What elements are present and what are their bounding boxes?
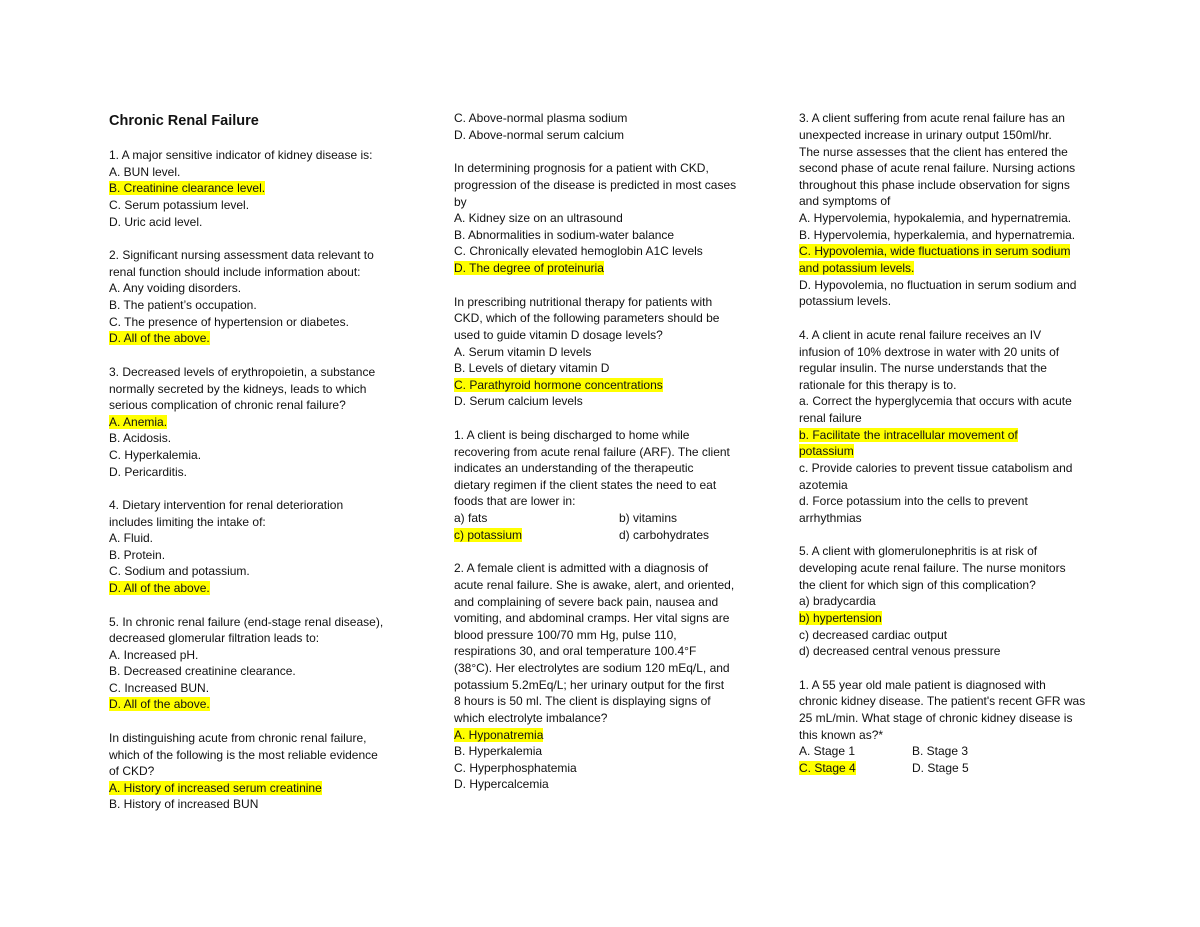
text-line [454, 776, 549, 792]
text-line [799, 427, 1018, 443]
line-text: 3. A client suffering from acute renal failure has an [799, 111, 1065, 125]
text-line [454, 327, 663, 343]
text-line [799, 610, 882, 626]
text-line [454, 110, 627, 126]
line-text: CKD, which of the following parameters should be [454, 311, 720, 325]
text-line [109, 147, 372, 163]
text-line [799, 243, 1070, 259]
text-line [799, 360, 1047, 376]
line-text: indicates an understanding of the therapeutic [454, 461, 694, 475]
text-line [454, 260, 604, 276]
line-text: D. Hypovolemia, no fluctuation in serum sodium and [799, 278, 1077, 292]
text-line [799, 493, 1028, 509]
highlighted-answer: and potassium levels. [799, 261, 915, 275]
line-text: A. Increased pH. [109, 648, 199, 662]
line-text: C. Sodium and potassium. [109, 564, 250, 578]
text-line [109, 580, 210, 596]
text-line [109, 330, 210, 346]
line-text: A. Hypervolemia, hypokalemia, and hypernatremia. [799, 211, 1072, 225]
highlighted-answer: C. Stage 4 [799, 761, 856, 775]
text-line [799, 477, 848, 493]
line-text: 2. Significant nursing assessment data relevant to [109, 248, 374, 262]
line-text: arrhythmias [799, 511, 862, 525]
line-text: B. The patient’s occupation. [109, 298, 257, 312]
text-line [799, 543, 1037, 559]
text-line [109, 614, 383, 630]
text-line [454, 527, 522, 543]
line-text: A. Fluid. [109, 531, 154, 545]
text-line [109, 264, 361, 280]
line-text: B. Hypervolemia, hyperkalemia, and hypernatremia. [799, 228, 1076, 242]
line-text: B. Decreased creatinine clearance. [109, 664, 296, 678]
text-line [454, 610, 729, 626]
line-text: B. Protein. [109, 548, 166, 562]
line-text: regular insulin. The nurse understands that the [799, 361, 1047, 375]
text-line [799, 293, 891, 309]
text-line [109, 247, 374, 263]
line-text: C. Serum potassium level. [109, 198, 250, 212]
line-text: A. Serum vitamin D levels [454, 345, 592, 359]
line-text: d) decreased central venous pressure [799, 644, 1001, 658]
text-line [109, 780, 322, 796]
text-line [799, 693, 1085, 709]
text-line [109, 430, 171, 446]
highlighted-answer: C. Parathyroid hormone concentrations [454, 378, 663, 392]
text-line [454, 344, 591, 360]
text-line [799, 577, 1036, 593]
text-line [109, 381, 366, 397]
text-line [109, 164, 180, 180]
highlighted-answer: D. All of the above. [109, 331, 210, 345]
line-text: dietary regimen if the client states the need to eat [454, 478, 717, 492]
line-text: b) vitamins [619, 511, 678, 525]
line-text: D. Pericarditis. [109, 465, 188, 479]
line-text: and complaining of severe back pain, nausea and [454, 595, 719, 609]
text-line [454, 727, 543, 743]
text-line [109, 747, 378, 763]
text-line [454, 460, 694, 476]
text-line [799, 710, 1072, 726]
line-text: a) bradycardia [799, 594, 876, 608]
line-text: a. Correct the hyperglycemia that occurs with acute [799, 394, 1072, 408]
line-text: which of the following is the most reliable evidence [109, 748, 378, 762]
text-line [799, 443, 854, 459]
text-line [799, 627, 947, 643]
text-line [799, 127, 1052, 143]
line-text: renal function should include information about: [109, 265, 361, 279]
line-text: developing acute renal failure. The nurse monitors [799, 561, 1066, 575]
line-text: B. Stage 3 [912, 744, 969, 758]
line-text: 8 hours is 50 ml. The client is displaying signs of [454, 694, 711, 708]
line-text: infusion of 10% dextrose in water with 20 units of [799, 345, 1060, 359]
text-line [799, 277, 1076, 293]
line-text: B. Acidosis. [109, 431, 172, 445]
text-line [912, 760, 969, 776]
line-text: normally secreted by the kidneys, leads to which [109, 382, 367, 396]
text-line [454, 660, 730, 676]
text-line [799, 410, 862, 426]
highlighted-answer: b. Facilitate the intracellular movement of [799, 428, 1018, 442]
text-line [454, 577, 734, 593]
line-text: acute renal failure. She is awake, alert, and oriented, [454, 578, 735, 592]
text-line [799, 160, 1075, 176]
text-line [109, 364, 375, 380]
line-text: serious complication of chronic renal failure? [109, 398, 346, 412]
text-line [799, 743, 855, 759]
line-text: 4. A client in acute renal failure receives an IV [799, 328, 1042, 342]
line-text: D. Serum calcium levels [454, 394, 583, 408]
line-text: 1. A client is being discharged to home while [454, 428, 690, 442]
text-line [454, 393, 583, 409]
text-line [109, 630, 319, 646]
text-line [799, 144, 1068, 160]
line-text: respirations 30, and oral temperature 100.4°F [454, 644, 697, 658]
line-text: decreased glomerular filtration leads to: [109, 631, 320, 645]
line-text: The nurse assesses that the client has entered the [799, 145, 1068, 159]
line-text: recovering from acute renal failure (ARF). The client [454, 445, 730, 459]
text-line [454, 243, 703, 259]
text-line [799, 510, 862, 526]
text-line [799, 227, 1075, 243]
highlighted-answer: potassium [799, 444, 854, 458]
line-text: 5. In chronic renal failure (end-stage renal disease), [109, 615, 384, 629]
text-line [109, 680, 209, 696]
line-text: the client for which sign of this complication? [799, 578, 1036, 592]
highlighted-answer: C. Hypovolemia, wide fluctuations in serum sodium [799, 244, 1071, 258]
line-text: foods that are lower in: [454, 494, 576, 508]
text-line [454, 160, 709, 176]
line-text: (38°C). Her electrolytes are sodium 120 mEq/L, and [454, 661, 730, 675]
text-line [799, 727, 883, 743]
highlighted-answer: A. Hyponatremia [454, 728, 544, 742]
text-line [109, 796, 258, 812]
text-line [109, 280, 241, 296]
text-line [619, 510, 677, 526]
text-line [454, 294, 712, 310]
text-line [109, 497, 343, 513]
text-line [454, 310, 719, 326]
line-text: rationale for this therapy is to. [799, 378, 957, 392]
text-line [454, 743, 542, 759]
text-line [109, 563, 250, 579]
line-text: In prescribing nutritional therapy for patients with [454, 295, 713, 309]
text-line [454, 493, 575, 509]
text-line [454, 510, 487, 526]
highlighted-answer: D. All of the above. [109, 581, 210, 595]
highlighted-answer: A. History of increased serum creatinine [109, 781, 322, 795]
line-text: throughout this phase include observation for signs [799, 178, 1070, 192]
line-text: azotemia [799, 478, 848, 492]
text-line [454, 560, 708, 576]
line-text: D. Uric acid level. [109, 215, 203, 229]
text-line [454, 760, 577, 776]
highlighted-answer: A. Anemia. [109, 415, 168, 429]
line-text: C. Above-normal plasma sodium [454, 111, 628, 125]
line-text: used to guide vitamin D dosage levels? [454, 328, 663, 342]
line-text: second phase of acute renal failure. Nursing actions [799, 161, 1076, 175]
text-line [454, 677, 724, 693]
line-text: potassium 5.2mEq/L; her urinary output for the first [454, 678, 725, 692]
text-line [799, 377, 956, 393]
text-line [109, 397, 346, 413]
highlighted-answer: c) potassium [454, 528, 523, 542]
line-text: C. Hyperphosphatemia [454, 761, 577, 775]
line-text: of CKD? [109, 764, 155, 778]
highlighted-answer: D. The degree of proteinuria [454, 261, 604, 275]
line-text: vomiting, and abdominal cramps. Her vital signs are [454, 611, 730, 625]
text-line [799, 260, 914, 276]
text-line [109, 180, 265, 196]
line-text: D. Above-normal serum calcium [454, 128, 625, 142]
text-line [454, 227, 674, 243]
line-text: B. Abnormalities in sodium-water balance [454, 228, 675, 242]
text-line [799, 677, 1046, 693]
text-line [454, 427, 689, 443]
text-line [799, 177, 1070, 193]
text-line [454, 643, 696, 659]
text-line [109, 730, 366, 746]
text-line [799, 344, 1059, 360]
text-line [109, 647, 198, 663]
text-line [109, 530, 153, 546]
text-line [912, 743, 968, 759]
highlighted-answer: b) hypertension [799, 611, 882, 625]
text-line [454, 444, 730, 460]
text-line [454, 177, 736, 193]
text-line [109, 297, 257, 313]
text-line [619, 527, 709, 543]
line-text: B. Levels of dietary vitamin D [454, 361, 610, 375]
text-line [454, 693, 711, 709]
text-line [454, 477, 716, 493]
text-line [454, 594, 718, 610]
line-text: c. Provide calories to prevent tissue catabolism and [799, 461, 1073, 475]
line-text: chronic kidney disease. The patient's recent GFR was [799, 694, 1086, 708]
line-text: renal failure [799, 411, 862, 425]
text-line [799, 193, 890, 209]
line-text: 25 mL/min. What stage of chronic kidney disease is [799, 711, 1073, 725]
text-line [799, 460, 1072, 476]
text-line [799, 760, 856, 776]
line-text: C. The presence of hypertension or diabetes. [109, 315, 349, 329]
text-line [109, 464, 187, 480]
line-text: In distinguishing acute from chronic renal failure, [109, 731, 367, 745]
line-text: C. Chronically elevated hemoglobin A1C levels [454, 244, 703, 258]
line-text: D. Hypercalcemia [454, 777, 549, 791]
text-line [109, 314, 349, 330]
text-line [109, 447, 201, 463]
line-text: C. Hyperkalemia. [109, 448, 202, 462]
text-line [454, 377, 663, 393]
page-title [109, 112, 259, 130]
highlighted-answer: D. All of the above. [109, 697, 210, 711]
highlighted-answer: B. Creatinine clearance level. [109, 181, 266, 195]
line-text: 3. Decreased levels of erythropoietin, a substance [109, 365, 376, 379]
line-text: C. Increased BUN. [109, 681, 210, 695]
text-line [799, 593, 876, 609]
line-text: and symptoms of [799, 194, 891, 208]
text-line [799, 327, 1041, 343]
line-text: d. Force potassium into the cells to prevent [799, 494, 1028, 508]
text-line [454, 710, 607, 726]
text-line [799, 393, 1072, 409]
line-text: D. Stage 5 [912, 761, 969, 775]
line-text: which electrolyte imbalance? [454, 711, 608, 725]
line-text: progression of the disease is predicted in most cases [454, 178, 737, 192]
text-line [454, 360, 609, 376]
line-text: A. Stage 1 [799, 744, 856, 758]
text-line [454, 127, 624, 143]
line-text: by [454, 195, 467, 209]
text-line [109, 696, 210, 712]
line-text: d) carbohydrates [619, 528, 710, 542]
line-text: a) fats [454, 511, 488, 525]
line-text: potassium levels. [799, 294, 892, 308]
line-text: 2. A female client is admitted with a diagnosis of [454, 561, 709, 575]
text-line [454, 627, 677, 643]
text-line [799, 110, 1065, 126]
text-line [109, 197, 249, 213]
line-text: this known as?* [799, 728, 884, 742]
line-text: A. BUN level. [109, 165, 181, 179]
line-text: B. Hyperkalemia [454, 744, 543, 758]
line-text: Chronic Renal Failure [109, 113, 259, 129]
line-text: unexpected increase in urinary output 150ml/hr. [799, 128, 1052, 142]
text-line [109, 514, 266, 530]
line-text: A. Kidney size on an ultrasound [454, 211, 623, 225]
line-text: B. History of increased BUN [109, 797, 259, 811]
text-line [109, 414, 167, 430]
line-text: A. Any voiding disorders. [109, 281, 242, 295]
line-text: 1. A 55 year old male patient is diagnosed with [799, 678, 1046, 692]
text-line [109, 547, 165, 563]
text-line [799, 643, 1000, 659]
line-text: In determining prognosis for a patient with CKD, [454, 161, 709, 175]
line-text: 1. A major sensitive indicator of kidney disease is: [109, 148, 373, 162]
text-line [109, 214, 202, 230]
text-line [799, 560, 1066, 576]
text-line [799, 210, 1071, 226]
line-text: 4. Dietary intervention for renal deterioration [109, 498, 344, 512]
line-text: blood pressure 100/70 mm Hg, pulse 110, [454, 628, 677, 642]
line-text: includes limiting the intake of: [109, 515, 266, 529]
line-text: c) decreased cardiac output [799, 628, 948, 642]
text-line [109, 663, 296, 679]
line-text: 5. A client with glomerulonephritis is at risk of [799, 544, 1038, 558]
text-line [454, 210, 623, 226]
text-line [454, 194, 467, 210]
text-line [109, 763, 154, 779]
